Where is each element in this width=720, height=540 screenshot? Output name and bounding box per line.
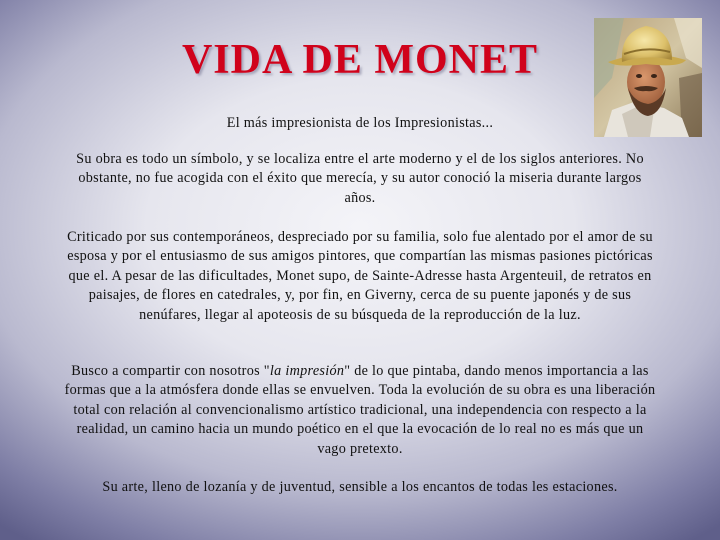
paragraph-4: Su arte, lleno de lozanía y de juventud, sensible a los encantos de todas les estaciones. — [102, 479, 618, 495]
paragraph-3-start: Busco a compartir con nosotros " — [71, 363, 270, 379]
page-title: VIDA DE MONET — [181, 37, 539, 83]
paragraph-3 — [62, 362, 658, 459]
paragraph-3-end: " de lo que pintaba, dando menos importancia a las formas que a la atmósfera donde ellas se envuelven. Toda la evolución de su obra es una liberación total con relación al convencionalismo artístico tradicional, una independencia con respecto a la realidad, un camino hacia un mundo poético en el que la evocación de lo real no es más que un vago pretexto. — [64, 363, 656, 457]
paragraph-3-emphasis: la impresión — [269, 363, 345, 379]
intro-text: El más impresionista de los Impresionistas... — [226, 115, 494, 131]
paragraph-1: Su obra es todo un símbolo, y se localiza entre el arte moderno y el de los siglos anteriores. No obstante, no fue acogida con el éxito que merecía, y su autor conoció la miseria durante largos años. — [76, 151, 644, 206]
paragraph-2: Criticado por sus contemporáneos, despreciado por su familia, solo fue alentado por el amor de su esposa y por el entusiasmo de sus amigos pintores, que compartían las mismas pasiones pictóricas que el. A pesar de las dificultades, Monet supo, de Sainte-Adresse hasta Argenteuil, de retratos en paisajes, de flores en catedrales, y, por fin, en Giverny, cerca de su puente japonés y de sus nenúfares, llegar al apoteosis de su búsqueda de la reproducción de la luz. — [67, 229, 653, 323]
